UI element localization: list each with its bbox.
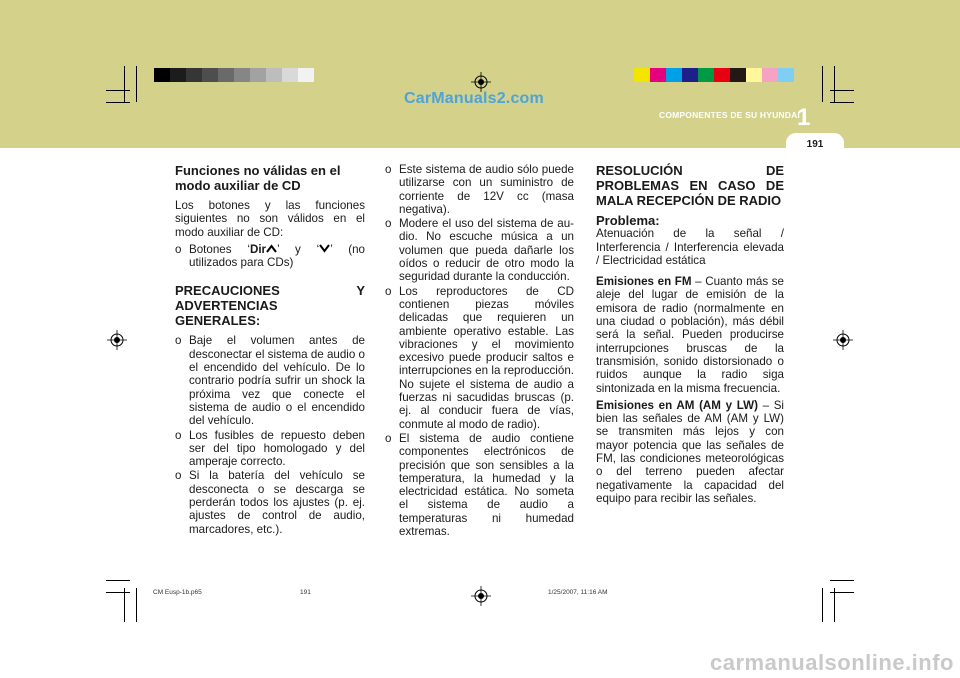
list-item: o Los reproductores de CD contienen piezas móviles delicadas que requieren un ambiente operativo estable. Las vibraciones y el movimiento excesivo puede producir saltos e interrupciones en la reproducción. No sujete el sistema de audio a fuerzas ni sacudidas bruscas (p. ej. al conducir fuera de vías, conmute al modo de radio). — [385, 285, 574, 431]
list-item: o Baje el volumen antes de desconectar el sistema de audio o el encendido del vehículo. De lo contrario podría sufrir un shock la próxima vez que conecte el sistema de audio o el encendido del vehículo. — [175, 334, 365, 427]
section-title: COMPONENTES DE SU HYUNDAI — [658, 110, 800, 120]
color-swatch — [682, 68, 698, 82]
crop-mark — [106, 90, 130, 91]
grayscale-color-bar — [154, 68, 314, 82]
chevron-down-icon — [319, 244, 330, 253]
crop-mark — [106, 592, 130, 593]
color-swatch — [250, 68, 266, 82]
chevron-up-icon — [266, 244, 277, 253]
color-swatch — [218, 68, 234, 82]
problem-text: Atenuación de la señal / Interferencia / Interferencia elevada / Electricidad estática — [596, 227, 784, 267]
list-item: o Botones ‘Dir ’ y ‘ ’ (no utilizados para CDs) — [175, 243, 365, 270]
registration-mark-icon — [833, 330, 853, 350]
heading-precautions: PRECAUCIONES Y ADVERTENCIAS GENERALES: — [175, 283, 365, 329]
list-item: o El sistema de audio contiene componentes electrónicos de precisión que son sensibles a la temperatura, la humedad y la electricidad estática. No someta el sistema de audio a temperaturas ni humedad extremas. — [385, 432, 574, 538]
color-swatch — [298, 68, 314, 82]
precautions-list — [175, 334, 365, 535]
fm-label: Emisiones en FM — [596, 275, 692, 289]
footer-filename: CM Eusp-1b.p65 — [153, 589, 202, 596]
column-1 — [175, 163, 365, 537]
color-swatch — [650, 68, 666, 82]
aux-list — [175, 243, 365, 270]
color-swatch — [170, 68, 186, 82]
page-number: 191 — [786, 133, 844, 155]
color-swatch — [154, 68, 170, 82]
footer-datetime: 1/25/2007, 11:16 AM — [548, 589, 608, 596]
crop-mark — [124, 66, 125, 102]
color-swatch — [746, 68, 762, 82]
color-swatch — [186, 68, 202, 82]
chapter-number: 1 — [797, 104, 811, 131]
bottom-watermark[interactable]: carmanualsonline.info — [710, 650, 954, 675]
process-color-bar — [634, 68, 794, 82]
color-swatch — [730, 68, 746, 82]
list-item: o Este sistema de audio sólo puede utilizarse con un suministro de corriente de 12V cc (masa negativa). — [385, 163, 574, 216]
crop-mark — [834, 588, 835, 622]
crop-mark — [136, 66, 137, 102]
color-swatch — [714, 68, 730, 82]
fm-paragraph — [596, 275, 784, 395]
color-swatch — [234, 68, 250, 82]
crop-mark — [136, 588, 137, 622]
color-swatch — [266, 68, 282, 82]
crop-mark — [124, 588, 125, 622]
crop-mark — [830, 592, 854, 593]
color-swatch — [666, 68, 682, 82]
crop-mark — [822, 588, 823, 622]
problem-label: Problema: — [596, 213, 660, 228]
color-swatch — [634, 68, 650, 82]
crop-mark — [106, 580, 130, 581]
am-text: – Si bien las señales de AM (AM y LW) se transmiten más lejos y con mayor potencia que las señales de FM, las condiciones meteorológicas o del terreno pueden afectar negativamente la capacidad del equipo para recibir las señales. — [596, 398, 785, 505]
heading-aux-cd: Funciones no válidas en el modo auxiliar de CD — [175, 163, 341, 193]
list-item: o Los fusibles de repuesto deben ser del tipo homologado y del amperaje correcto. — [175, 429, 365, 469]
top-watermark[interactable]: CarManuals2.com — [404, 90, 544, 107]
fm-text: – Cuanto más se aleje del lugar de emisión de la emisora de radio (normalmente en una ciudad o población), más débil será la señal. Pueden producirse interrupciones bruscas de la transmisión, sonido distorsionado o ruidos aunque la radio siga sintonizada en la misma frecuencia. — [596, 275, 784, 395]
crop-mark — [822, 66, 823, 102]
color-swatch — [202, 68, 218, 82]
color-swatch — [762, 68, 778, 82]
list-item: o Si la batería del vehículo se desconecta o se descarga se perderán todos los ajustes (p. ej. ajustes de control de audio, marcadores, etc.). — [175, 469, 365, 535]
heading-troubleshooting: RESOLUCIÓN DE PROBLEMAS EN CASO DE MALA RECEPCIÓN DE RADIO — [596, 163, 784, 208]
list-item: o Modere el uso del sistema de au-dio. No escuche música a un volumen que pueda dañarle los oídos o reducir de otro modo la seguridad durante la conducción. — [385, 217, 574, 283]
column-3 — [596, 163, 784, 509]
intro-text: Los botones y las funciones siguientes no son válidos en el modo auxiliar de CD: — [175, 199, 365, 239]
registration-mark-icon — [471, 586, 491, 606]
crop-mark — [834, 66, 835, 102]
crop-mark — [830, 102, 854, 103]
column-2 — [385, 163, 574, 539]
am-label: Emisiones en AM (AM y LW) — [596, 398, 758, 412]
color-swatch — [282, 68, 298, 82]
registration-mark-icon — [107, 330, 127, 350]
crop-mark — [106, 102, 130, 103]
audio-precautions-list — [385, 163, 574, 538]
registration-mark-icon — [471, 72, 491, 92]
color-swatch — [698, 68, 714, 82]
am-paragraph — [596, 399, 784, 505]
color-swatch — [778, 68, 794, 82]
crop-mark — [830, 580, 854, 581]
footer-page: 191 — [300, 589, 311, 596]
crop-mark — [830, 90, 854, 91]
